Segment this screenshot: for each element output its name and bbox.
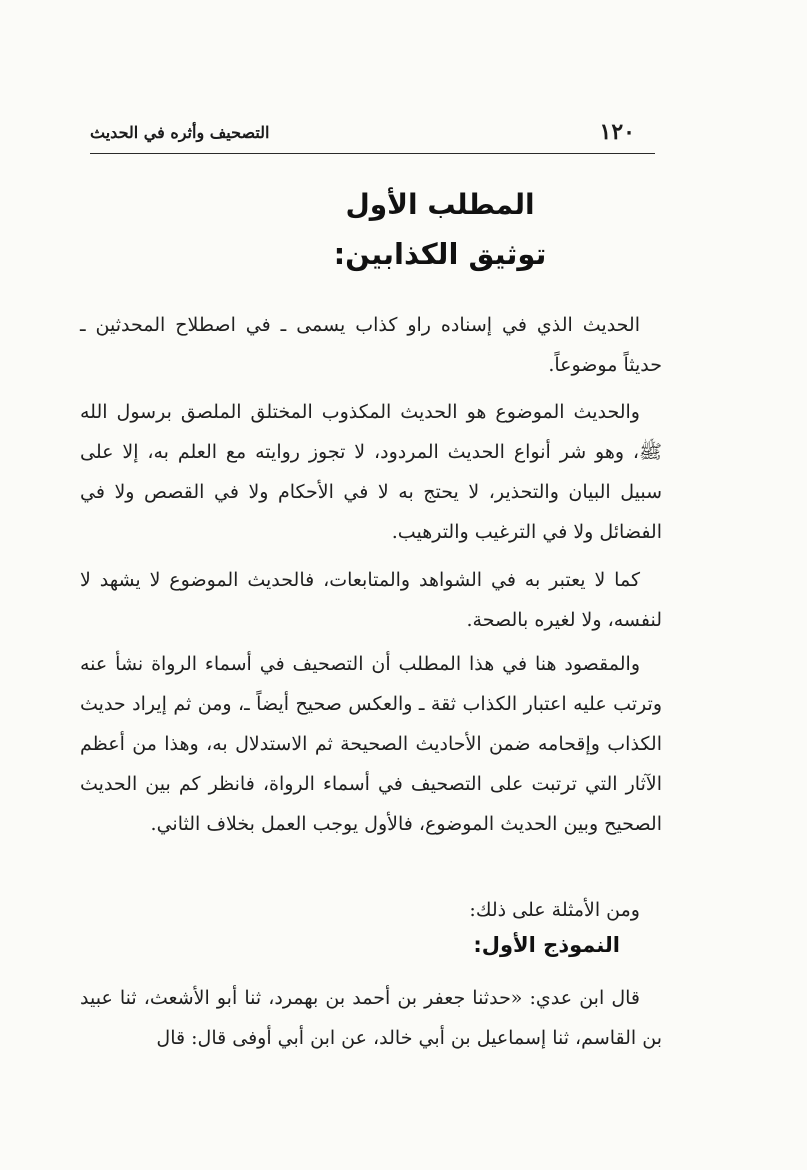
page-number: ١٢٠ [599, 119, 635, 145]
paragraph-text: والمقصود هنا في هذا المطلب أن التصحيف في أسماء الرواة نشأ عنه وترتب عليه اعتبار الكذاب ثقة ـ والعكس صحيح أيضاً ـ، ومن ثم إيراد حديث الكذاب وإقحامه ضمن الأحاديث الصحيحة ثم الاستدلال به، وهذا من أعظم الآثار التي ترتبت على التصحيف في أسماء الرواة، فانظر كم بين الحديث الصحيح وبين الحديث الموضوع، فالأول يوجب العمل بخلاف الثاني. [80, 653, 662, 835]
paragraph-4 [80, 644, 662, 844]
paragraph-1 [80, 305, 662, 385]
section-title: المطلب الأول [345, 188, 535, 221]
paragraph-text: كما لا يعتبر به في الشواهد والمتابعات، فالحديث الموضوع لا يشهد لا لنفسه، ولا لغيره بالصحة. [80, 569, 662, 631]
example-paragraph [80, 978, 662, 1058]
paragraph-text: والحديث الموضوع هو الحديث المكذوب المختلق الملصق برسول الله ﷺ، وهو شر أنواع الحديث المردود، لا تجوز روايته مع العلم به، إلا على سبيل البيان والتحذير، لا يحتج به لا في الأحكام ولا في القصص ولا في الفضائل ولا في الترغيب والترهيب. [80, 401, 662, 543]
page-header [90, 118, 655, 156]
paragraph-text: قال ابن عدي: «حدثنا جعفر بن أحمد بن بهمرد، ثنا أبو الأشعث، ثنا عبيد بن القاسم، ثنا إسماعيل بن أبي خالد، عن ابن أبي أوفى قال: قال [80, 987, 662, 1049]
paragraph-text: ومن الأمثلة على ذلك: [469, 899, 640, 921]
header-divider [90, 153, 655, 154]
paragraph-text: الحديث الذي في إسناده راو كذاب يسمى ـ في اصطلاح المحدثين ـ حديثاً موضوعاً. [80, 314, 662, 376]
example-heading: النموذج الأول: [473, 933, 620, 957]
section-subtitle: توثيق الكذابين: [333, 237, 547, 271]
running-title: التصحيف وأثره في الحديث [90, 123, 270, 142]
paragraph-5 [80, 890, 662, 930]
paragraph-3 [80, 560, 662, 640]
paragraph-2 [80, 392, 662, 552]
